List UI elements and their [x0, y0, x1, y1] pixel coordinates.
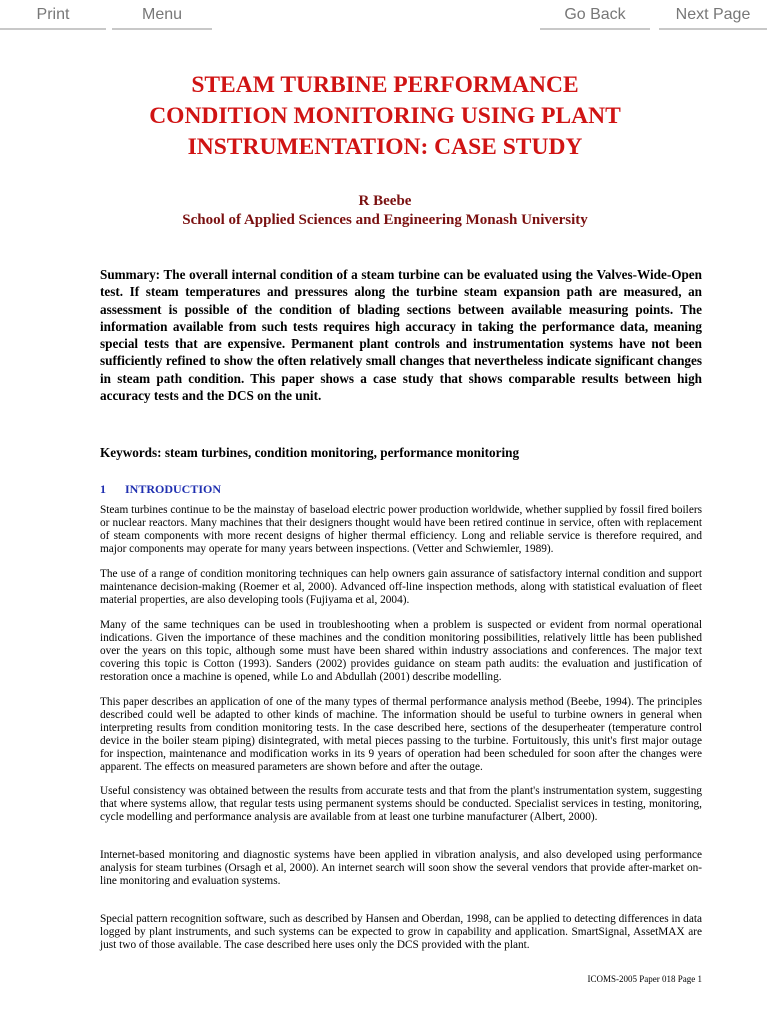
title-line: INSTRUMENTATION: CASE STUDY [187, 134, 583, 160]
paper-title [60, 70, 710, 163]
keywords-line: Keywords: steam turbines, condition monitoring, performance monitoring [100, 445, 520, 460]
body-paragraph: Steam turbines continue to be the mainstay of baseload electric power production worldwide, whether supplied by fossil fired boilers or nuclear reactors. Many machines that their designers thought would have been retired continue in service, often with replacement of steam components with more recent designs of higher thermal efficiency. Long and reliable service is therefore required, and major components may operate for many years between inspections. (Vetter and Schwiemler, 1989). [100, 504, 702, 555]
menu-button[interactable]: Menu [112, 4, 212, 30]
summary-paragraph: Summary: The overall internal condition of a steam turbine can be evaluated using the Valves-Wide-Open test. If steam temperatures and pressures along the turbine steam expansion path are measured, an assessment is possible of the condition of blading sections between available measuring points. The information available from such tests requires high accuracy in taking the performance data, meaning special tests that are expensive. Permanent plant controls and instrumentation systems have not been sufficiently refined to show the often relatively small changes that nevertheless indicate significant changes in steam path condition. This paper shows a case study that shows comparable results between high accuracy tests and the DCS on the unit. [100, 267, 702, 404]
author-affiliation: School of Applied Sciences and Engineering Monash University [182, 212, 588, 228]
body-paragraph: This paper describes an application of one of the many types of thermal performance analysis method (Beebe, 1994). The principles described could well be adapted to other kinds of machine. The information should be useful to turbine owners in general when interpreting results from condition monitoring tests. In the case described here, sections of the desuperheater (temperature control device in the boiler steam piping) disintegrated, with metal pieces passing to the turbine. Fortuitously, this unit's first major outage for inspection, maintenance and modification works in its 9 years of operation had been scheduled for soon after the changes were apparent. The effects on measured parameters are shown before and after the outage. [100, 696, 702, 773]
next-page-button[interactable]: Next Page [659, 4, 767, 30]
author-name: R Beebe [358, 193, 412, 209]
section-title: INTRODUCTION [125, 482, 222, 496]
title-line: STEAM TURBINE PERFORMANCE [191, 72, 579, 98]
body-paragraph: Useful consistency was obtained between the results from accurate tests and that from the plant's instrumentation system, suggesting that where systems allow, that regular tests using permanent systems should be conducted. Specialist services in testing, monitoring, cycle modelling and performance analysis are available from at least one turbine manufacturer (Albert, 2000). [100, 785, 702, 823]
section-heading [100, 481, 221, 497]
body-paragraph: Special pattern recognition software, such as described by Hansen and Oberdan, 1998, can be applied to detecting differences in data logged by plant instruments, and such systems can be expected to grow in capability and application. SmartSignal, AssetMAX are just two of those available. The case described here uses only the DCS provided with the plant. [100, 913, 702, 951]
print-button[interactable]: Print [0, 4, 106, 30]
go-back-button[interactable]: Go Back [540, 4, 650, 30]
page-footer: ICOMS-2005 Paper 018 Page 1 [587, 974, 702, 984]
section-number: 1 [100, 482, 106, 496]
navigation-bar [0, 0, 768, 30]
body-paragraph: Internet-based monitoring and diagnostic systems have been applied in vibration analysis, and also developed using performance analysis for steam turbines (Orsagh et al, 2000). An internet search will soon show the several vendors that provide after-market on-line monitoring and evaluation systems. [100, 849, 702, 887]
body-paragraph: Many of the same techniques can be used in troubleshooting when a problem is suspected or evident from normal operational indications. Given the importance of these machines and the condition monitoring possibilities, relatively little has been published over the years on this topic, although some must have been shared within industry associations and conferences. The major text covering this topic is Cotton (1993). Sanders (2002) provides guidance on steam path audits: the evaluation and justification of restoration once a machine is opened, while Lo and Abdullah (2001) describe modelling. [100, 619, 702, 683]
title-line: CONDITION MONITORING USING PLANT [149, 103, 621, 129]
body-paragraph: The use of a range of condition monitoring techniques can help owners gain assurance of satisfactory internal condition and support maintenance decision-making (Roemer et al, 2000). Advanced off-line inspection methods, along with statistical evaluation of fleet material properties, are also developing tools (Fujiyama et al, 2004). [100, 568, 702, 606]
